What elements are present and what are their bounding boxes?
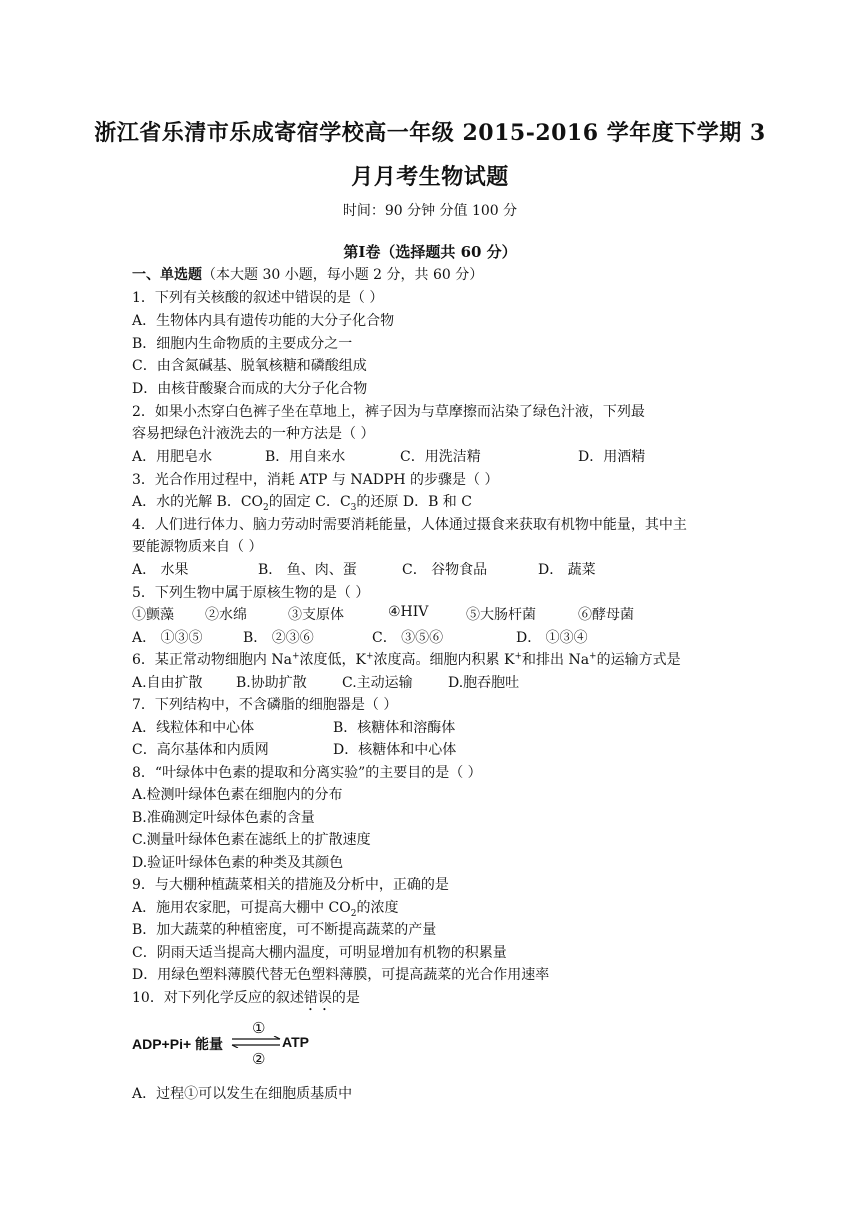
q6-stem (132, 649, 681, 669)
q6-option-b: B.协助扩散 (236, 675, 307, 691)
exam-subtitle: 时间：90 分钟 分值 100 分 (342, 203, 518, 219)
q4-option-d: D． 蔬菜 (538, 562, 596, 578)
q5-item-2: ②水绵 (205, 607, 247, 623)
equation-step-1-label: ① (252, 1019, 266, 1037)
q7-option-b: B．核糖体和溶酶体 (333, 720, 456, 736)
q3-options (132, 491, 472, 513)
q6-sup-3: + (514, 651, 522, 662)
q7-stem: 7．下列结构中，不含磷脂的细胞器是（ ） (132, 697, 398, 713)
q8-option-b: B.准确测定叶绿体色素的含量 (132, 810, 315, 826)
q8-option-a: A.检测叶绿体色素在细胞内的分布 (132, 787, 343, 803)
q10-stem-part2: 的是 (331, 990, 360, 1006)
q6-stem-part3: 浓度高。细胞内积累 K (373, 652, 515, 668)
exam-title-line2: 月月考生物试题 (351, 164, 509, 190)
q10-stem-part1: 10．对下列化学反应的叙述 (132, 990, 304, 1006)
section-intro (132, 264, 483, 284)
q6-stem-part5: 的运输方式是 (596, 652, 681, 668)
q9-option-a-part2: 的浓度 (356, 900, 399, 916)
exam-title-line1: 浙江省乐清市乐成寄宿学校高一年级 2015-2016 学年度下学期 3 (94, 120, 766, 146)
equation-left: ADP+Pi+ 能量 (132, 1036, 224, 1052)
q1-option-a: A．生物体内具有遗传功能的大分子化合物 (132, 313, 395, 329)
q3-stem: 3．光合作用过程中，消耗 ATP 与 NADPH 的步骤是（ ） (132, 472, 499, 488)
equation-step-2-label: ② (252, 1050, 266, 1068)
equation-right: ATP (282, 1034, 309, 1050)
reaction-equation (132, 1019, 432, 1072)
q5-item-4: ④HIV (388, 604, 429, 620)
q10-stem-emphasis: 错误 (303, 990, 332, 1006)
q5-item-3: ③支原体 (288, 607, 344, 623)
q4-option-a: A． 水果 (132, 562, 189, 578)
q2-option-d: D．用酒精 (578, 449, 646, 465)
q3-sub-3: 3 (350, 502, 357, 513)
q4-stem-line2: 要能源物质来自（ ） (132, 539, 263, 555)
q5-option-b: B． ②③⑥ (243, 630, 314, 646)
q9-stem: 9．与大棚种植蔬菜相关的措施及分析中，正确的是 (132, 877, 449, 893)
q2-option-c: C．用洗洁精 (400, 449, 481, 465)
q7-option-d: D．核糖体和中心体 (333, 742, 457, 758)
q4-stem-line1: 4．人们进行体力、脑力劳动时需要消耗能量，人体通过摄食来获取有机物中能量，其中主 (132, 517, 687, 533)
q3-options-part2: 的固定 C．C (268, 494, 351, 510)
q6-sup-2: + (365, 651, 374, 662)
q10-option-a: A．过程①可以发生在细胞质基质中 (132, 1086, 353, 1102)
q6-option-c: C.主动运输 (342, 675, 413, 691)
q3-options-part1: A．水的光解 B．CO (132, 494, 264, 510)
q5-option-c: C． ③⑤⑥ (372, 630, 444, 646)
section-intro-rest: （本大题 30 小题，每小题 2 分，共 60 分） (202, 267, 484, 283)
q9-option-c: C．阴雨天适当提高大棚内温度，可明显增加有机物的积累量 (132, 945, 507, 961)
q9-option-d: D．用绿色塑料薄膜代替无色塑料薄膜，可提高蔬菜的光合作用速率 (132, 967, 550, 983)
q6-stem-part1: 6．某正常动物细胞内 Na (132, 652, 292, 668)
q6-sup-1: + (291, 651, 300, 662)
q5-stem: 5．下列生物中属于原核生物的是（ ） (132, 585, 370, 601)
q7-option-a: A．线粒体和中心体 (132, 720, 255, 736)
q1-option-b: B．细胞内生命物质的主要成分之一 (132, 336, 353, 352)
q8-stem: 8．“叶绿体中色素的提取和分离实验”的主要目的是（ ） (132, 765, 482, 781)
q9-option-b: B．加大蔬菜的种植密度，可不断提高蔬菜的产量 (132, 922, 437, 938)
q7-option-c: C．高尔基体和内质网 (132, 742, 269, 758)
q5-item-1: ①颤藻 (132, 607, 174, 623)
section-intro-head: 一、单选题 (132, 267, 202, 283)
q5-option-d: D． ①③④ (516, 630, 588, 646)
q6-sup-4: + (589, 651, 597, 662)
q6-option-d: D.胞吞胞吐 (448, 675, 520, 691)
q1-option-d: D．由核苷酸聚合而成的大分子化合物 (132, 381, 368, 397)
reversible-arrow-icon (230, 1036, 282, 1048)
q8-option-c: C.测量叶绿体色素在滤纸上的扩散速度 (132, 832, 371, 848)
q3-options-part3: 的还原 D．B 和 C (356, 494, 472, 510)
q4-option-b: B． 鱼、肉、蛋 (258, 562, 357, 578)
q3-sub-2: 2 (263, 502, 269, 513)
q10-stem (132, 987, 360, 1014)
q5-item-6: ⑥酵母菌 (578, 607, 634, 623)
q2-option-b: B．用自来水 (265, 449, 346, 465)
q4-option-c: C． 谷物食品 (402, 562, 488, 578)
q2-option-a: A．用肥皂水 (132, 449, 213, 465)
q5-item-5: ⑤大肠杆菌 (466, 607, 536, 623)
q1-option-c: C．由含氮碱基、脱氧核糖和磷酸组成 (132, 358, 367, 374)
q9-sub-2: 2 (350, 908, 357, 919)
q9-option-a (132, 897, 398, 919)
q6-stem-part4: 和排出 Na (522, 652, 590, 668)
q9-option-a-part1: A．施用农家肥，可提高大棚中 CO (132, 900, 351, 916)
q6-option-a: A.自由扩散 (132, 675, 203, 691)
q2-stem-line1: 2．如果小杰穿白色裤子坐在草地上，裤子因为与草摩擦而沾染了绿色汁液，下列最 (132, 404, 645, 420)
q1-stem: 1．下列有关核酸的叙述中错误的是（ ） (132, 290, 384, 306)
q2-stem-line2: 容易把绿色汁液洗去的一种方法是（ ） (132, 426, 375, 442)
q8-option-d: D.验证叶绿体色素的种类及其颜色 (132, 855, 344, 871)
q5-option-a: A． ①③⑤ (132, 630, 203, 646)
q6-stem-part2: 浓度低，K (299, 652, 366, 668)
section-title: 第Ⅰ卷（选择题共 60 分） (343, 243, 517, 261)
